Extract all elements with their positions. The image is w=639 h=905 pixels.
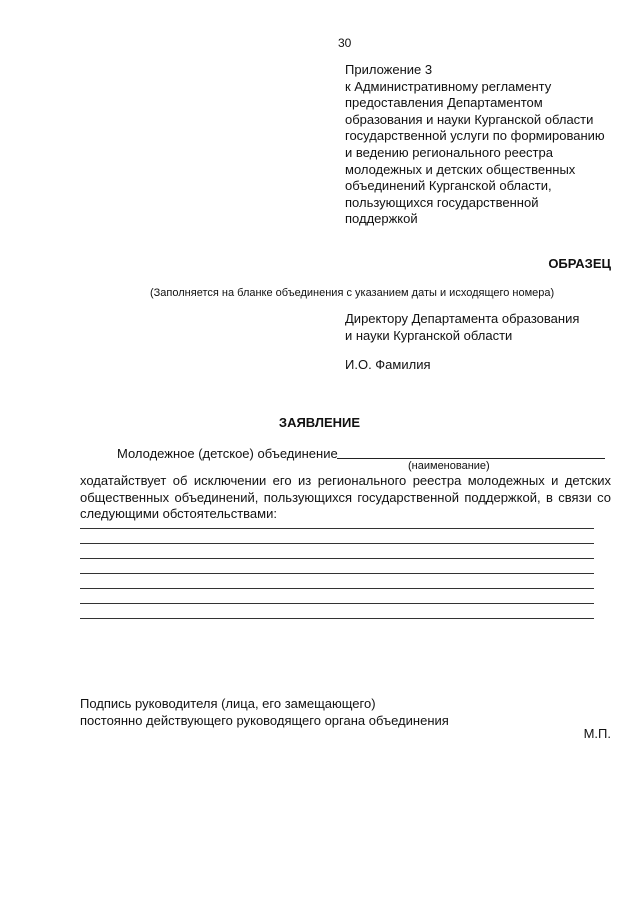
- blank-line: [80, 528, 594, 529]
- appendix-line: образования и науки Курганской области: [345, 111, 594, 127]
- sample-label: ОБРАЗЕЦ: [548, 256, 611, 271]
- petition-line: следующими обстоятельствами:: [80, 506, 277, 521]
- petition-line: ходатайствует об исключении его из регионального реестра молодежных и детских: [80, 473, 611, 488]
- org-label: Молодежное (детское) объединение: [117, 446, 338, 461]
- addressee-line: Директору Департамента образования: [345, 311, 580, 326]
- document-title: ЗАЯВЛЕНИЕ: [278, 415, 361, 430]
- appendix-line: объединений Курганской области,: [345, 178, 552, 194]
- name-caption: (наименование): [408, 460, 490, 472]
- blank-line: [80, 603, 594, 604]
- signature-line: постоянно действующего руководящего органа объединения: [80, 712, 449, 728]
- blank-line: [80, 573, 594, 574]
- page-number: 30: [338, 36, 352, 50]
- appendix-line: предоставления Департаментом: [345, 95, 543, 111]
- appendix-line: пользующихся государственной: [345, 194, 539, 210]
- blank-line: [80, 588, 594, 589]
- addressee-block: [345, 311, 579, 344]
- signature-block: [80, 696, 449, 729]
- petition-line: общественных объединений, пользующихся государственной поддержкой, в связи со: [80, 489, 611, 505]
- appendix-line: поддержкой: [345, 211, 418, 227]
- appendix-line: молодежных и детских общественных: [345, 161, 576, 177]
- petition-text: [80, 473, 611, 523]
- blank-line: [80, 618, 594, 619]
- blank-line: [80, 543, 594, 544]
- signature-line: Подпись руководителя (лица, его замещающего): [80, 696, 376, 711]
- org-name-blank: [337, 458, 605, 459]
- appendix-line: и ведению регионального реестра: [345, 144, 553, 160]
- appendix-header: [345, 62, 615, 228]
- appendix-line: государственной услуги по формированию: [345, 128, 605, 144]
- stamp-label: М.П.: [583, 726, 611, 741]
- appendix-line: Приложение 3: [345, 62, 433, 77]
- addressee-line: и науки Курганской области: [345, 327, 513, 343]
- fill-note: (Заполняется на бланке объединения с указанием даты и исходящего номера): [150, 287, 555, 299]
- signatory-name: И.О. Фамилия: [345, 357, 431, 372]
- blank-line: [80, 558, 594, 559]
- appendix-line: к Административному регламенту: [345, 78, 552, 94]
